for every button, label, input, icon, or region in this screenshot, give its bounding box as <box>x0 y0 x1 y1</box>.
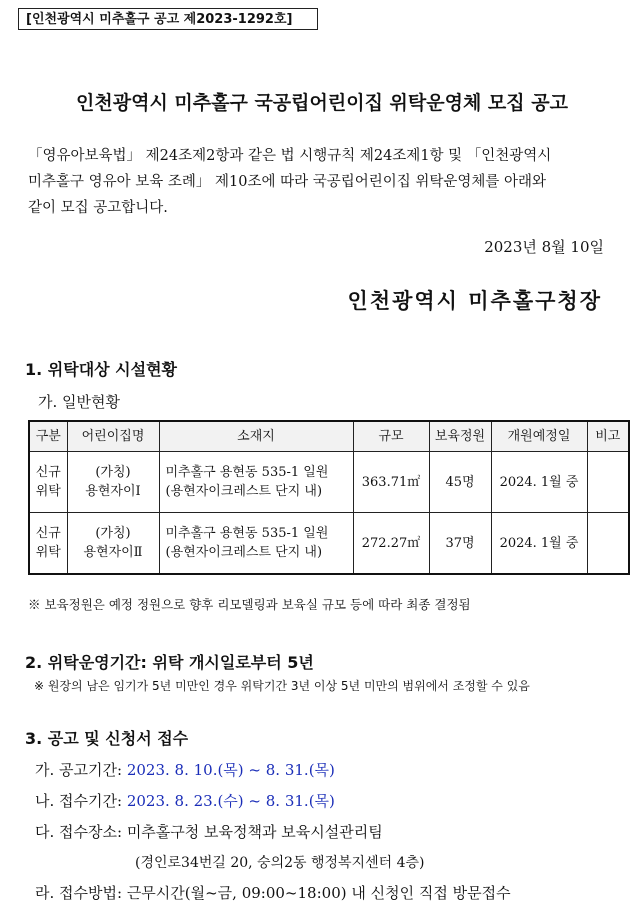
location-cell: 미추홀구 용현동 535-1 일원 (용현자이크레스트 단지 내) <box>159 452 353 513</box>
column-header: 보육정원 <box>429 421 491 452</box>
remark-cell <box>587 513 629 575</box>
apply-item-method <box>35 882 511 903</box>
apply-label: 나. 접수기간: <box>35 792 127 810</box>
column-header: 개원예정일 <box>491 421 587 452</box>
page-title: 인천광역시 미추홀구 국공립어린이집 위탁운영체 모집 공고 <box>76 92 568 114</box>
capacity-cell: 45명 <box>429 452 491 513</box>
open-date-cell: 2024. 1월 중 <box>491 452 587 513</box>
notice-number-box: [인천광역시 미추홀구 공고 제2023-1292호] <box>18 8 318 30</box>
type-cell: 신규 위탁 <box>29 513 67 575</box>
intro-paragraph <box>28 143 608 221</box>
section3-heading: 3. 공고 및 신청서 접수 <box>25 729 189 748</box>
facility-table <box>28 420 630 575</box>
intro-line: 「영유아보육법」 제24조제2항과 같은 법 시행규칙 제24조제1항 및 「인천광역시 <box>28 148 552 164</box>
apply-item-notice-period <box>35 759 335 780</box>
apply-value: 근무시간(월~금, 09:00~18:00) 내 신청인 직접 방문접수 <box>126 884 511 902</box>
type-cell: 신규 위탁 <box>29 452 67 513</box>
column-header: 소재지 <box>159 421 353 452</box>
column-header: 비고 <box>587 421 629 452</box>
location-cell: 미추홀구 용현동 535-1 일원 (용현자이크레스트 단지 내) <box>159 513 353 575</box>
capacity-note: ※ 보육정원은 예정 정원으로 향후 리모델링과 보육실 규모 등에 따라 최종 결정됨 <box>28 597 471 612</box>
section1-subheading: 가. 일반현황 <box>38 393 120 411</box>
intro-line: 미추홀구 영유아 보육 조례」 제10조에 따라 국공립어린이집 위탁운영체를 아래와 <box>28 174 547 190</box>
apply-value: 2023. 8. 23.(수) ~ 8. 31.(목) <box>126 792 335 810</box>
table-row <box>29 452 629 513</box>
apply-label: 가. 공고기간: <box>35 761 127 779</box>
column-header: 구분 <box>29 421 67 452</box>
apply-item-receipt-period <box>35 790 335 811</box>
notice-date: 2023년 8월 10일 <box>484 238 604 256</box>
apply-value: (경인로34번길 20, 숭의2동 행정복지센터 4층) <box>135 855 425 871</box>
apply-item-place <box>35 821 383 842</box>
apply-label: 다. 접수장소: <box>35 823 127 841</box>
column-header: 규모 <box>353 421 429 452</box>
apply-label: 라. 접수방법: <box>35 884 127 902</box>
apply-value: 미추홀구청 보육정책과 보육시설관리팀 <box>126 823 383 841</box>
intro-line: 같이 모집 공고합니다. <box>28 200 168 216</box>
table-row <box>29 513 629 575</box>
capacity-cell: 37명 <box>429 513 491 575</box>
signer-name: 인천광역시 미추홀구청장 <box>347 288 602 313</box>
section2-heading: 2. 위탁운영기간: 위탁 개시일로부터 5년 <box>25 653 314 672</box>
name-cell: (가칭) 용현자이Ⅱ <box>67 513 159 575</box>
name-cell: (가칭) 용현자이Ⅰ <box>67 452 159 513</box>
open-date-cell: 2024. 1월 중 <box>491 513 587 575</box>
section1-heading: 1. 위탁대상 시설현황 <box>25 360 177 379</box>
size-cell: 363.71㎡ <box>353 452 429 513</box>
remark-cell <box>587 452 629 513</box>
apply-item-address <box>135 852 424 872</box>
column-header: 어린이집명 <box>67 421 159 452</box>
term-note: ※ 원장의 남은 임기가 5년 미만인 경우 위탁기간 3년 이상 5년 미만의 범위에서 조정할 수 있음 <box>34 679 530 693</box>
apply-value: 2023. 8. 10.(목) ~ 8. 31.(목) <box>126 761 335 779</box>
size-cell: 272.27㎡ <box>353 513 429 575</box>
table-header-row <box>29 421 629 452</box>
